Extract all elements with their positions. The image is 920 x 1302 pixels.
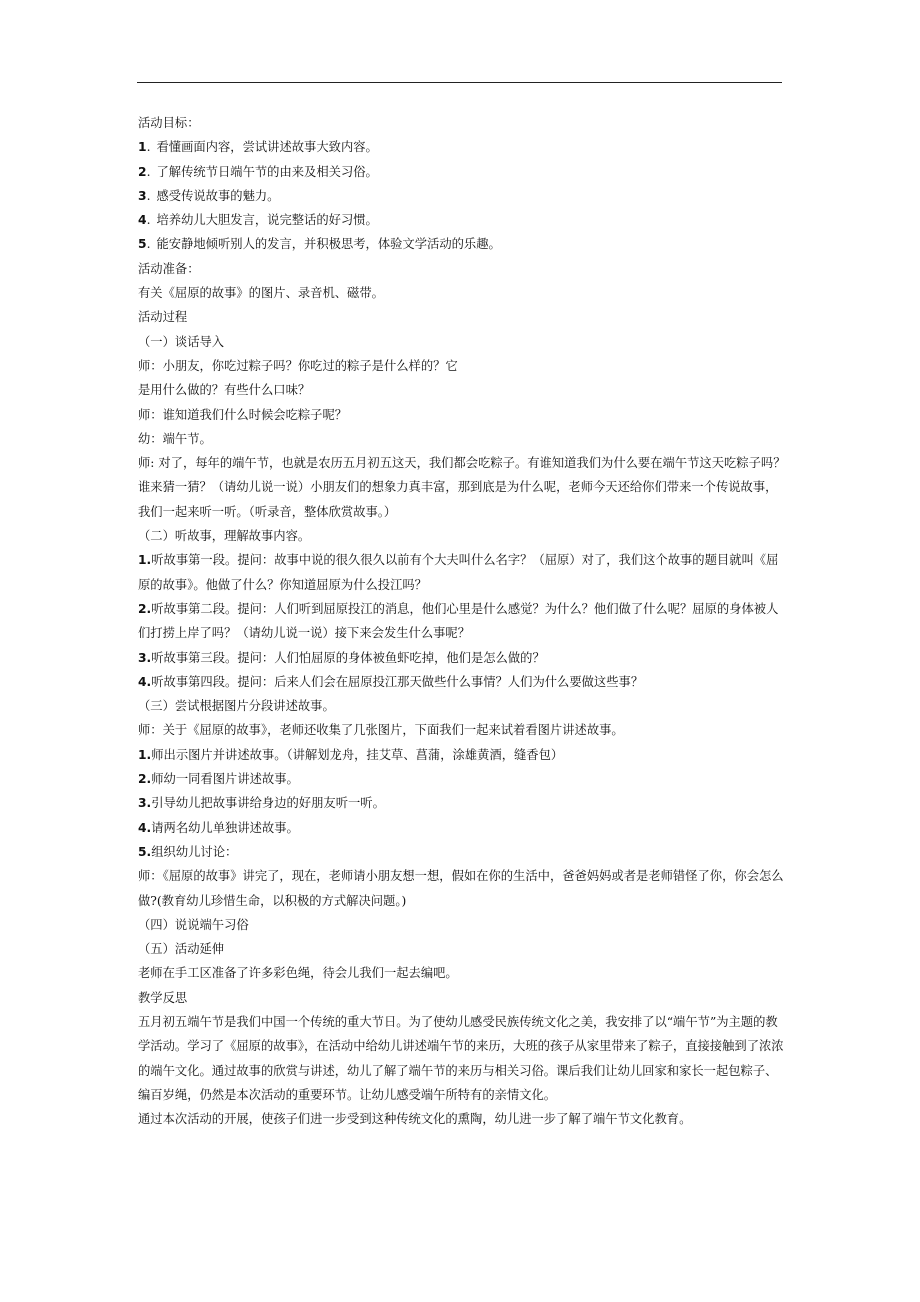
reflection-title: 教学反思	[138, 990, 188, 1005]
objective-item: 4. 培养幼儿大胆发言，说完整话的好习惯。	[138, 213, 378, 228]
reflection-paragraph: 五月初五端午节是我们中国一个传统的重大节日。为了使幼儿感受民族传统文化之美，我安排了以“端午节”为主题的教学活动。学习了《屈原的故事》，在活动中给幼儿讲述端午节的来历，大班的孩子从家里带来了粽子，直接接触到了浓浓的端午文化。通过故事的欣赏与讲述，幼儿了解了端午节的来历与相关习俗。课后我们让幼儿回家和家长一起包粽子、编百岁绳，仍然是本次活动的重要环节。让幼儿感受端午所特有的亲情文化。	[138, 1014, 784, 1102]
section-2-title: （二）听故事，理解故事内容。	[138, 529, 311, 544]
dialogue-paragraph: 师: 对了，每年的端午节，也就是农历五月初五这天，我们都会吃粽子。有谁知道我们为什么要在端午节这天吃粽子吗？谁来猜一猜？（请幼儿说一说）小朋友们的想象力真丰富，那到底是为什么呢，老师今天还给你们带来一个传说故事，我们一起来听一听。（听录音，整体欣赏故事。）	[138, 456, 786, 519]
section-3-title: （三）尝试根据图片分段讲述故事。	[138, 699, 335, 714]
objectives-title: 活动目标：	[138, 116, 200, 130]
section-5-title: （五）活动延伸	[138, 942, 225, 957]
activity-step: 1.师出示图片并讲述故事。（讲解划龙舟，挂艾草、菖蒲，涂雄黄酒，缝香包）	[138, 747, 564, 762]
reflection-paragraph: 通过本次活动的开展，使孩子们进一步受到这种传统文化的熏陶，幼儿进一步了解了端午节文化教育。	[138, 1112, 692, 1127]
header-rule	[137, 82, 782, 83]
section-3-intro: 师：关于《屈原的故事》，老师还收集了几张图片，下面我们一起来试着看图片讲述故事。	[138, 723, 624, 738]
story-step: 3.听故事第三段。提问：人们怕屈原的身体被鱼虾吃掉，他们是怎么做的？	[138, 650, 545, 665]
activity-step: 2.师幼一同看图片讲述故事。	[138, 772, 299, 787]
dialogue-line: 幼：端午节。	[138, 431, 212, 446]
section-5-text: 老师在手工区准备了许多彩色绳，待会儿我们一起去编吧。	[138, 966, 458, 981]
section-4-title: （四）说说端午习俗	[138, 917, 249, 932]
story-step: 2.听故事第二段。提问：人们听到屈原投江的消息，他们心里是什么感觉？为什么？他们做了什么呢？屈原的身体被人们打捞上岸了吗？（请幼儿说一说）接下来会发生什么事呢？	[138, 601, 779, 641]
document-body	[138, 111, 788, 1131]
activity-step: 4.请两名幼儿单独讲述故事。	[138, 820, 299, 835]
activity-step: 3.引导幼儿把故事讲给身边的好朋友听一听。	[138, 796, 385, 811]
process-title: 活动过程	[138, 310, 188, 325]
section-1-title: （一）谈话导入	[138, 334, 225, 349]
objective-item: 2. 了解传统节日端午节的由来及相关习俗。	[138, 164, 378, 179]
discussion-paragraph: 师：《屈原的故事》讲完了，现在，老师请小朋友想一想，假如在你的生活中，爸爸妈妈或者是老师错怪了你，你会怎么做?(教育幼儿珍惜生命，以积极的方式解决问题。)	[138, 869, 784, 908]
activity-step: 5.组织幼儿讨论：	[138, 844, 238, 859]
objective-item: 1. 看懂画面内容，尝试讲述故事大致内容。	[138, 140, 378, 155]
prep-title: 活动准备：	[138, 261, 200, 276]
dialogue-line: 师：谁知道我们什么时候会吃粽子呢？	[138, 407, 348, 422]
story-step: 1.听故事第一段。提问：故事中说的很久很久以前有个大夫叫什么名字？（屈原）对了，我们这个故事的题目就叫《屈原的故事》。他做了什么？你知道屈原为什么投江吗？	[138, 553, 779, 592]
objective-item: 5. 能安静地倾听别人的发言，并积极思考，体验文学活动的乐趣。	[138, 237, 501, 252]
story-step: 4.听故事第四段。提问：后来人们会在屈原投江那天做些什么事情？人们为什么要做这些事？	[138, 674, 644, 689]
dialogue-line: 是用什么做的？有些什么口味？	[138, 383, 311, 398]
prep-text: 有关《屈原的故事》的图片、录音机、磁带。	[138, 286, 384, 301]
objective-item: 3. 感受传说故事的魅力。	[138, 188, 280, 203]
dialogue-line: 师：小朋友，你吃过粽子吗？你吃过的粽子是什么样的？它	[138, 358, 458, 373]
